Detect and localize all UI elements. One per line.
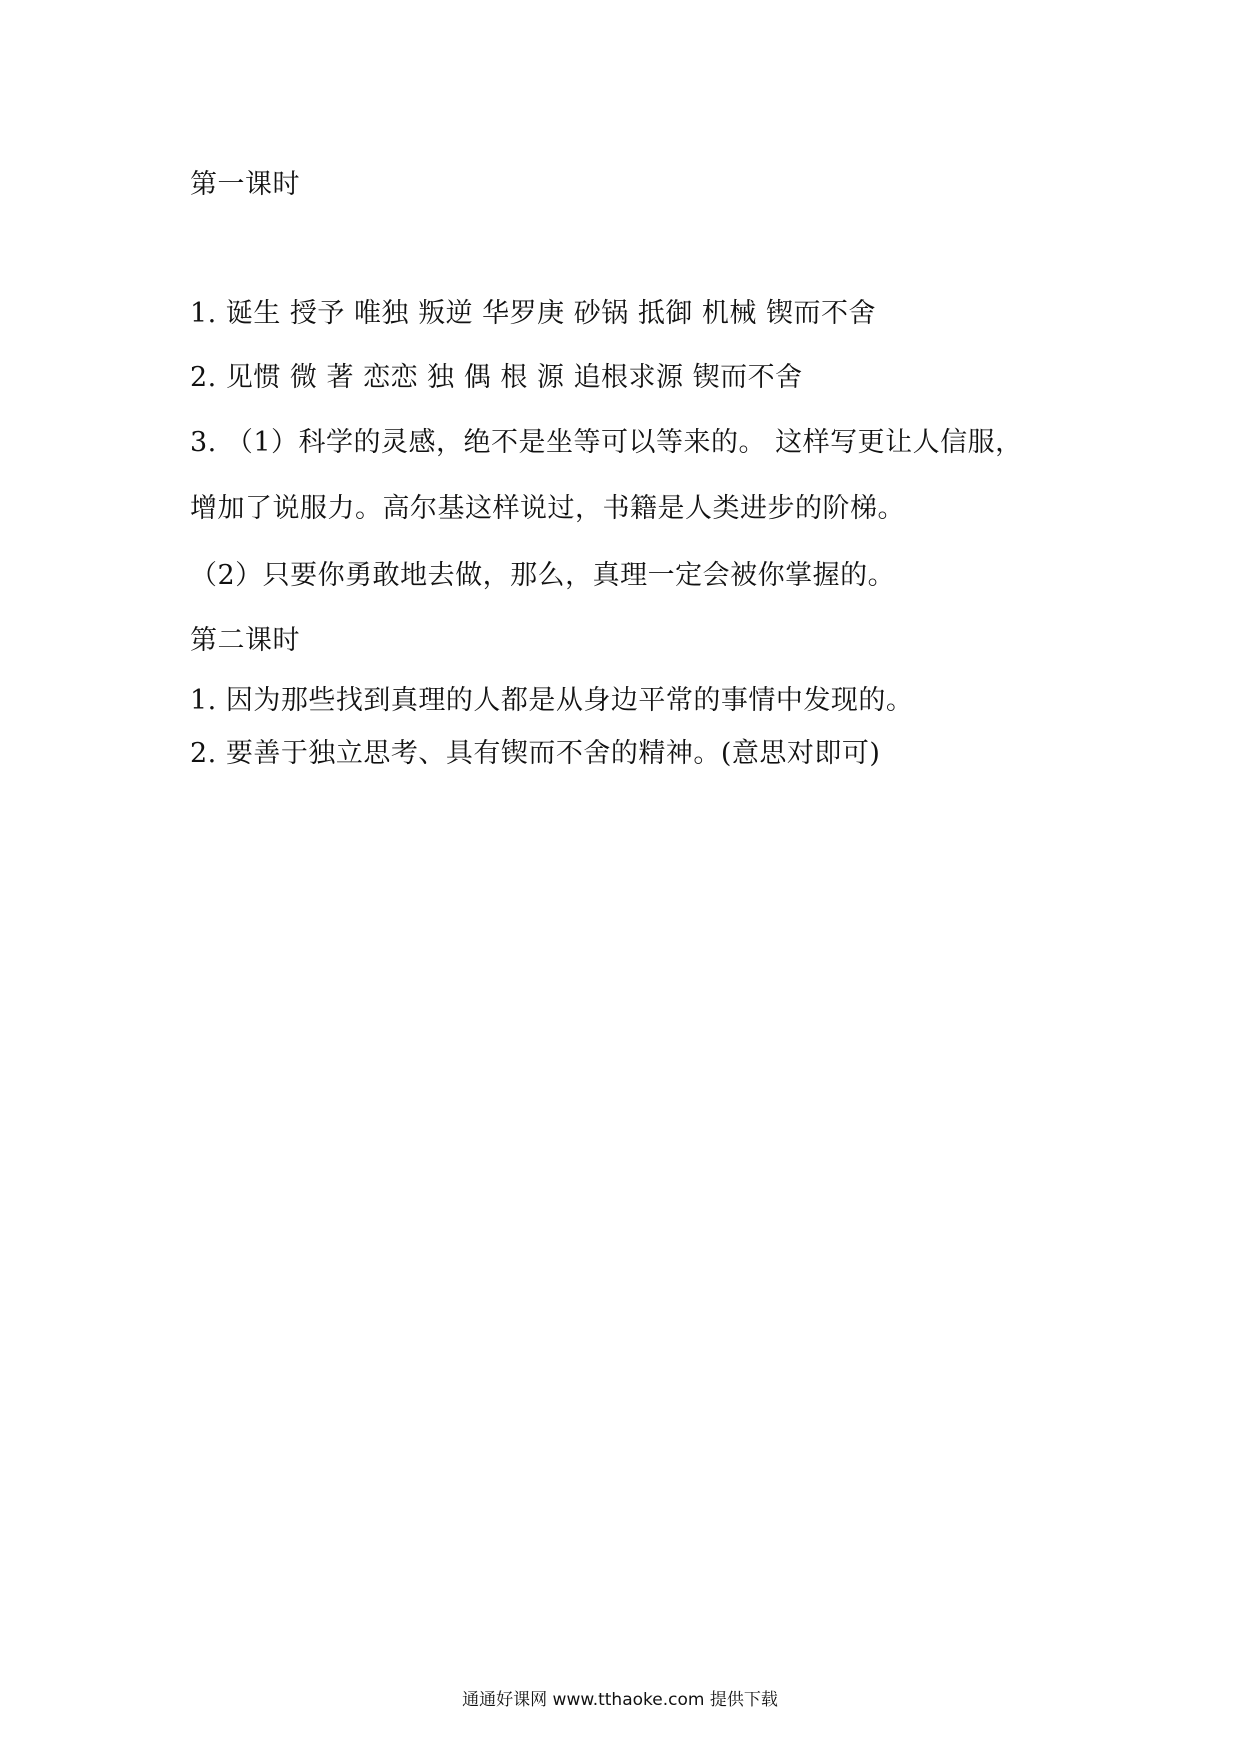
answer-1-vocabulary: 1. 诞生 授予 唯独 叛逆 华罗庚 砂锅 抵御 机械 锲而不舍 (190, 298, 877, 329)
section-title-lesson-1: 第一课时 (190, 169, 300, 200)
lesson-2-answer-2: 2. 要善于独立思考、具有锲而不舍的精神。(意思对即可) (190, 738, 881, 769)
answer-2-vocabulary: 2. 见惯 微 著 恋恋 独 偶 根 源 追根求源 锲而不舍 (190, 362, 803, 393)
answer-3-line-1: 3. （1）科学的灵感，绝不是坐等可以等来的。 这样写更让人信服， (190, 427, 1023, 458)
answer-3-line-2: 增加了说服力。高尔基这样说过，书籍是人类进步的阶梯。 (190, 493, 905, 524)
section-title-lesson-2: 第二课时 (190, 625, 300, 656)
footer-credit: 通通好课网 www.tthaoke.com 提供下载 (462, 1690, 778, 1710)
answer-3-part-2: （2）只要你勇敢地去做，那么，真理一定会被你掌握的。 (190, 560, 896, 591)
lesson-2-answer-1: 1. 因为那些找到真理的人都是从身边平常的事情中发现的。 (190, 685, 914, 716)
